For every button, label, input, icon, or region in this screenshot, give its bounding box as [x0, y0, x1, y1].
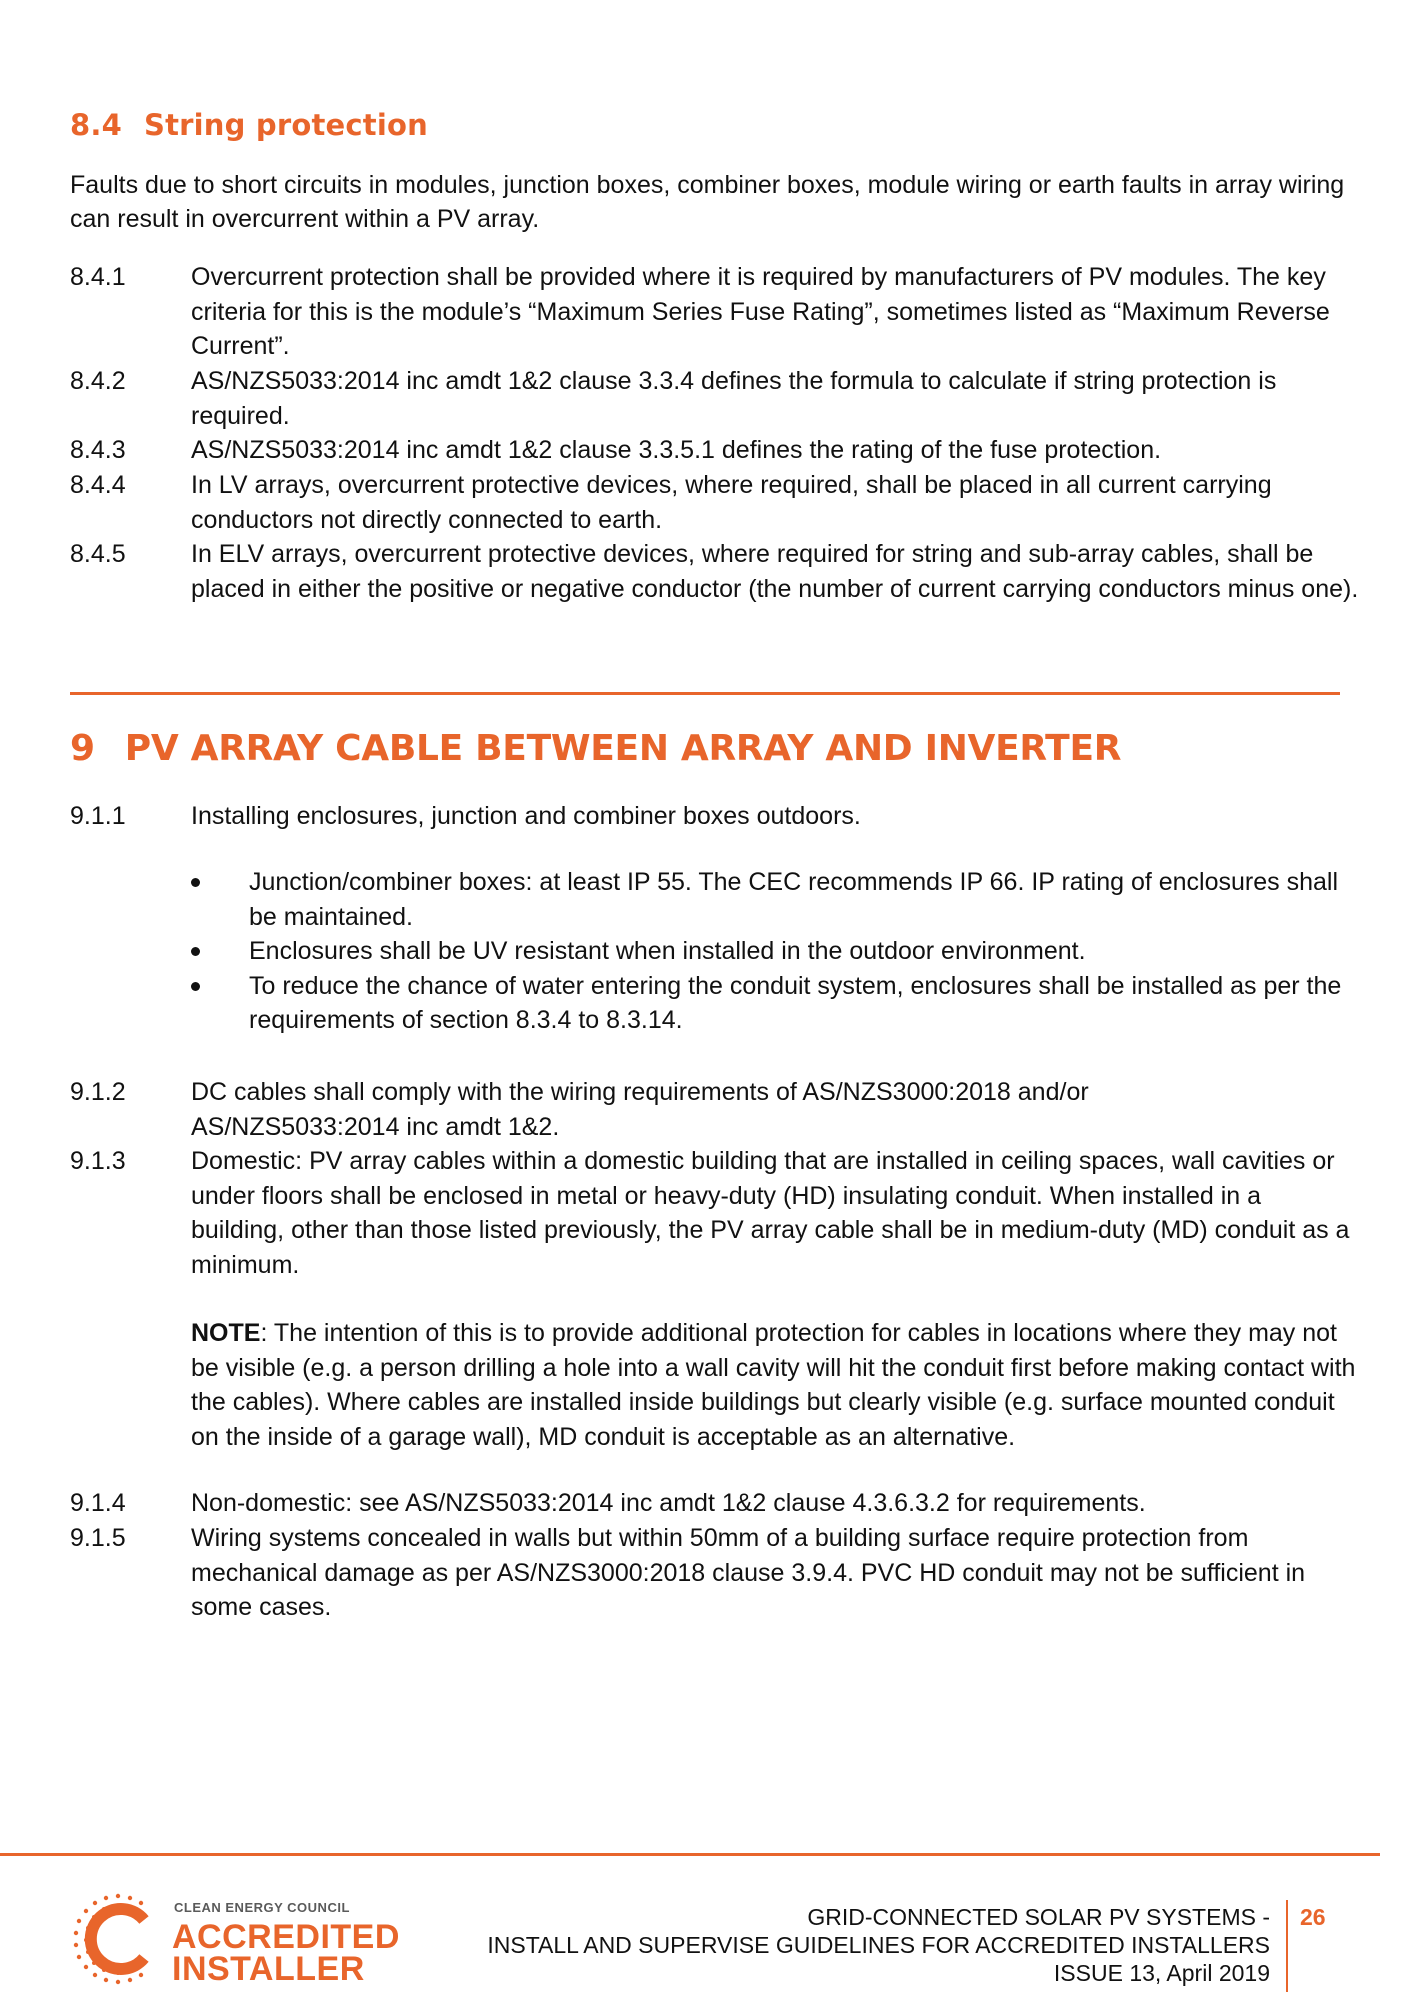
list-item: [191, 969, 1371, 1038]
section-divider: [70, 692, 1340, 695]
list-item-text: To reduce the chance of water entering the conduit system, enclosures shall be installed as per the requirements of section 8.3.4 to 8.3.14.: [249, 971, 1342, 1034]
clause-text: Domestic: PV array cables within a domestic building that are installed in ceiling spaces, wall cavities or under floors shall be enclosed in metal or heavy-duty (HD) insulating conduit. When installed in a building, other than those listed previously, the PV array cable shall be in medium-duty (MD) conduit as a minimum.: [191, 1147, 1350, 1279]
clause-number: 8.4.1: [70, 263, 126, 291]
clause-9-1-4: [70, 1486, 1360, 1521]
section-heading-8-4: [70, 108, 428, 142]
logo-line-2: INSTALLER: [172, 1950, 365, 1988]
logo-small-text: CLEAN ENERGY COUNCIL: [174, 1900, 350, 1915]
clause-9-1-2: [70, 1075, 1360, 1144]
clause-text: In LV arrays, overcurrent protective devices, where required, shall be placed in all current carrying conductors not directly connected to earth.: [191, 471, 1272, 534]
logo-line-1: ACCREDITED: [172, 1918, 400, 1956]
clause-number: 9.1.3: [70, 1147, 126, 1175]
bullet-icon: [191, 982, 200, 991]
footer-divider: [0, 1853, 1380, 1856]
clause-text: In ELV arrays, overcurrent protective devices, where required for string and sub-array cables, shall be placed in either the positive or negative conductor (the number of current carrying conductors minus one).: [191, 540, 1359, 603]
footer-line-2: INSTALL AND SUPERVISE GUIDELINES FOR ACCREDITED INSTALLERS: [487, 1932, 1270, 1958]
clause-text: Wiring systems concealed in walls but within 50mm of a building surface require protection from mechanical damage as per AS/NZS3000:2018 clause 3.9.4. PVC HD conduit may not be sufficient in some cases.: [191, 1524, 1306, 1621]
clause-text: Installing enclosures, junction and combiner boxes outdoors.: [191, 802, 861, 830]
bullet-icon: [191, 878, 200, 887]
clause-9-1-3: [70, 1144, 1360, 1282]
clause-8-4-3: [70, 433, 1360, 468]
clause-number: 9.1.4: [70, 1489, 126, 1517]
list-item: [191, 865, 1371, 934]
note-label: NOTE: [191, 1319, 261, 1347]
footer-line-3: ISSUE 13, April 2019: [1053, 1960, 1270, 1986]
clause-text: Overcurrent protection shall be provided where it is required by manufacturers of PV modules. The key criteria for this is the module’s “Maximum Series Fuse Rating”, sometimes listed as “Maximum Reverse Current”.: [191, 263, 1330, 360]
clause-text: Non-domestic: see AS/NZS5033:2014 inc amdt 1&2 clause 4.3.6.3.2 for requirements.: [191, 1489, 1146, 1517]
clause-text: AS/NZS5033:2014 inc amdt 1&2 clause 3.3.4 defines the formula to calculate if string protection is required.: [191, 367, 1277, 430]
clause-number: 9.1.5: [70, 1524, 126, 1552]
bullet-list: [191, 865, 1371, 1038]
footer-document-info: [487, 1903, 1270, 1987]
footer-vertical-divider: [1286, 1900, 1288, 1992]
clause-number: 9.1.2: [70, 1078, 126, 1106]
clause-number: 8.4.4: [70, 471, 126, 499]
section-number: 9: [70, 728, 95, 769]
section-title: String protection: [143, 108, 428, 142]
clause-number: 8.4.2: [70, 367, 126, 395]
section-title: PV ARRAY CABLE BETWEEN ARRAY AND INVERTER: [124, 728, 1122, 769]
list-item-text: Junction/combiner boxes: at least IP 55. The CEC recommends IP 66. IP rating of enclosures shall be maintained.: [249, 868, 1339, 931]
bullet-icon: [191, 947, 200, 956]
page-number: 26: [1300, 1904, 1326, 1930]
clause-9-1-1: [70, 799, 1360, 834]
clause-8-4-2: [70, 364, 1360, 433]
list-item: [191, 934, 1371, 969]
section-heading-9: [70, 728, 1121, 769]
clause-9-1-5: [70, 1521, 1360, 1625]
clause-8-4-1: [70, 260, 1360, 364]
note-text: : The intention of this is to provide additional protection for cables in locations where they may not be visible (e.g. a person drilling a hole into a wall cavity will hit the conduit first before making contact with the cables). Where cables are installed inside buildings but clearly visible (e.g. surface mounted conduit on the inside of a garage wall), MD conduit is acceptable as an alternative.: [191, 1319, 1356, 1451]
footer-line-1: GRID-CONNECTED SOLAR PV SYSTEMS -: [807, 1904, 1270, 1930]
list-item-text: Enclosures shall be UV resistant when installed in the outdoor environment.: [249, 937, 1086, 965]
clause-number: 8.4.5: [70, 540, 126, 568]
clause-text: DC cables shall comply with the wiring requirements of AS/NZS3000:2018 and/or AS/NZS5033:2014 inc amdt 1&2.: [191, 1078, 1089, 1141]
accredited-installer-logo: [66, 1886, 406, 1988]
sunburst-c-icon: [66, 1886, 170, 1990]
clause-text: AS/NZS5033:2014 inc amdt 1&2 clause 3.3.5.1 defines the rating of the fuse protection.: [191, 436, 1162, 464]
note-block: [191, 1316, 1361, 1454]
clause-number: 8.4.3: [70, 436, 126, 464]
clause-8-4-5: [70, 537, 1360, 606]
clause-number: 9.1.1: [70, 802, 126, 830]
section-intro: Faults due to short circuits in modules, junction boxes, combiner boxes, module wiring or earth faults in array wiring can result in overcurrent within a PV array.: [70, 171, 1345, 233]
clause-8-4-4: [70, 468, 1360, 537]
section-number: 8.4: [70, 108, 122, 142]
